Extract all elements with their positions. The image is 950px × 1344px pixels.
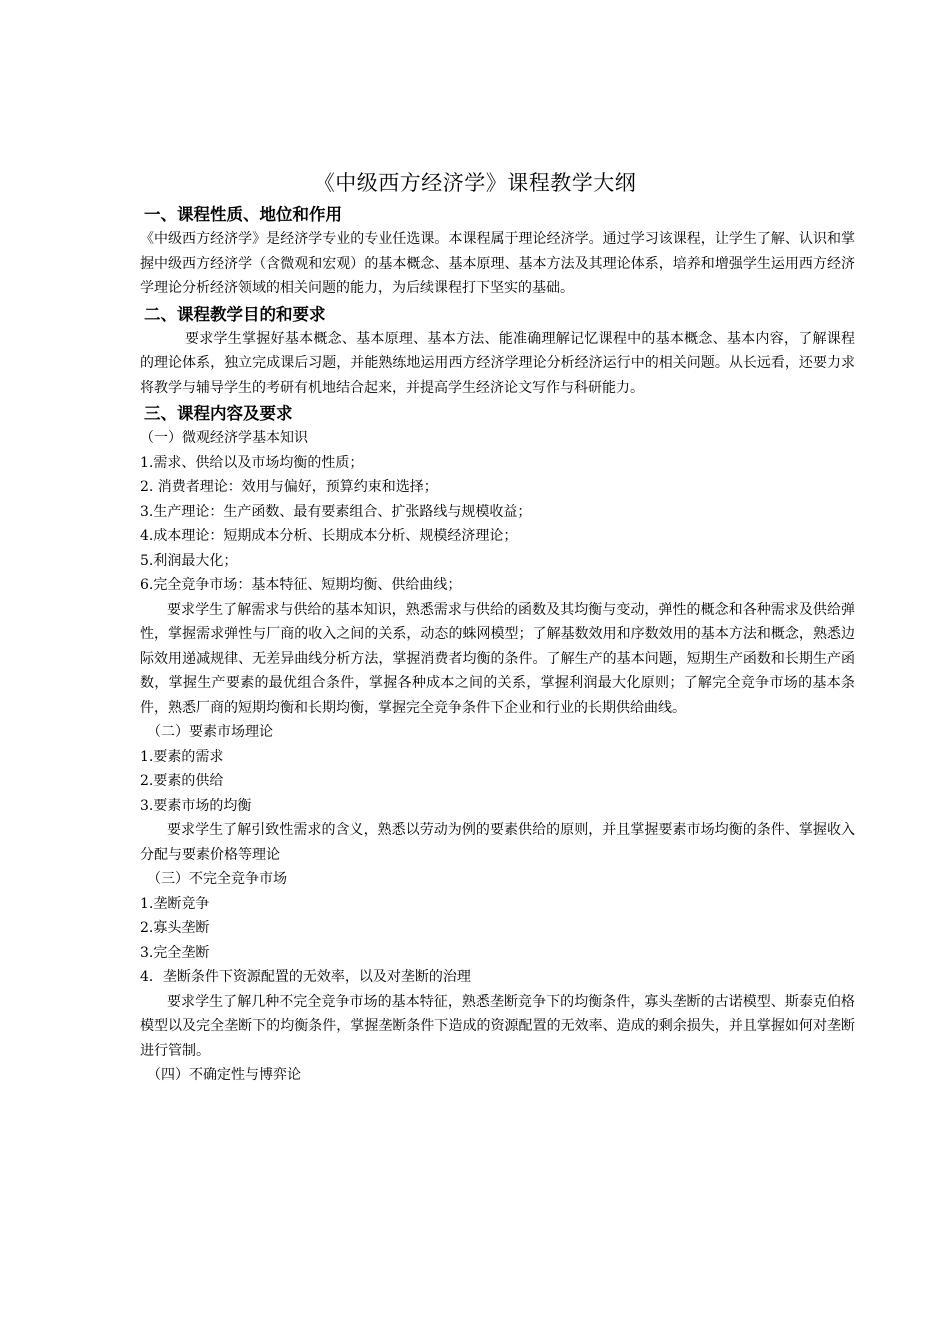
part-2-title: （二）要素市场理论 — [147, 724, 273, 740]
section-1-heading: 一、课程性质、地位和作用 — [144, 205, 342, 224]
part-3-item: 3.完全垄断 — [140, 944, 210, 961]
section-2-text: 要求学生掌握好基本概念、基本原理、基本方法、能准确理解记忆课程中的基本概念、基本内容，了解课程的理论体系，独立完成课后习题，并能熟练地运用西方经济学理论分析经济运行中的相关问题。从长远看，还要力求将教学与辅导学生的考研有机地结合起来，并提高学生经济论文写作与科研能力。 — [140, 330, 855, 396]
part-1-title: （一）微观经济学基本知识 — [140, 430, 308, 446]
part-3-item: 1.垄断竞争 — [140, 895, 210, 912]
part-2-requirement: 要求学生了解引致性需求的含义，熟悉以劳动为例的要素供给的原则，并且掌握要素市场均衡的条件、掌握收入分配与要素价格等理论 — [140, 822, 855, 863]
section-3-heading: 三、课程内容及要求 — [144, 404, 293, 423]
part-1-item: 2. 消费者理论：效用与偏好，预算约束和选择； — [140, 479, 438, 495]
part-2-item: 3.要素市场的均衡 — [140, 797, 252, 814]
part-4-title: （四）不确定性与博弈论 — [147, 1067, 301, 1083]
part-3-requirement: 要求学生了解几种不完全竞争市场的基本特征，熟悉垄断竞争下的均衡条件，寡头垄断的古诺模型、斯泰克伯格模型以及完全垄断下的均衡条件，掌握垄断条件下造成的资源配置的无效率、造成的剩余损失，并且掌握如何对垄断进行管制。 — [140, 993, 855, 1059]
section-1-text: 《中级西方经济学》是经济学专业的专业任选课。本课程属于理论经济学。通过学习该课程，让学生了解、认识和掌握中级西方经济学（含微观和宏观）的基本概念、基本原理、基本方法及其理论体系，培养和增强学生运用西方经济学理论分析经济领域的相关问题的能力，为后续课程打下坚实的基础。 — [140, 231, 855, 296]
document-title: 《中级西方经济学》课程教学大纲 — [313, 171, 637, 195]
part-3-item: 4．垄断条件下资源配置的无效率，以及对垄断的治理 — [140, 969, 471, 985]
part-1-item: 4.成本理论：短期成本分析、长期成本分析、规模经济理论； — [140, 528, 518, 544]
part-1-item: 3.生产理论：生产函数、最有要素组合、扩张路线与规模收益； — [140, 503, 532, 520]
part-1-item: 6.完全竞争市场：基本特征、短期均衡、供给曲线； — [140, 577, 462, 593]
part-3-item: 2.寡头垄断 — [140, 920, 210, 936]
part-1-item: 5.利润最大化； — [140, 552, 238, 569]
part-1-item: 1.需求、供给以及市场均衡的性质； — [140, 454, 364, 471]
part-2-item: 2.要素的供给 — [140, 773, 224, 789]
part-3-title: （三）不完全竞争市场 — [147, 871, 287, 887]
part-2-item: 1.要素的需求 — [140, 748, 224, 765]
section-2-heading: 二、课程教学目的和要求 — [144, 304, 326, 324]
document-body — [140, 203, 855, 1088]
part-1-requirement: 要求学生了解需求与供给的基本知识，熟悉需求与供给的函数及其均衡与变动，弹性的概念和各种需求及供给弹性，掌握需求弹性与厂商的收入之间的关系，动态的蛛网模型；了解基数效用和序数效用的基本方法和概念，熟悉边际效用递减规律、无差异曲线分析方法，掌握消费者均衡的条件。了解生产的基本问题，短期生产函数和长期生产函数，掌握生产要素的最优组合条件，掌握各种成本之间的关系，掌握利润最大化原则；了解完全竞争市场的基本条件，熟悉厂商的短期均衡和长期均衡，掌握完全竞争条件下企业和行业的长期供给曲线。 — [140, 601, 855, 716]
